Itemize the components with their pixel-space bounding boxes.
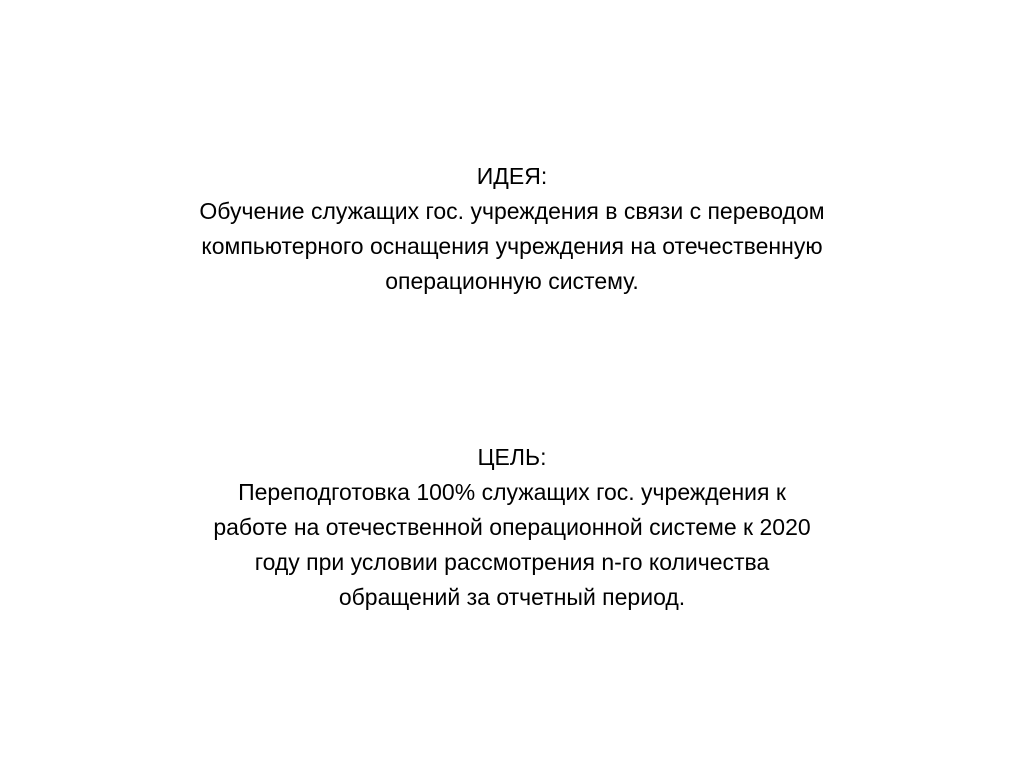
goal-text-line: работе на отечественной операционной системе к 2020 xyxy=(213,514,811,540)
idea-heading: ИДЕЯ: xyxy=(476,163,548,189)
goal-heading: ЦЕЛЬ: xyxy=(477,444,547,470)
idea-text-line: компьютерного оснащения учреждения на отечественную xyxy=(201,233,823,259)
goal-text-line: Переподготовка 100% служащих гос. учреждения к xyxy=(238,479,786,505)
goal-text-line: обращений за отчетный период. xyxy=(338,584,686,610)
goal-text-line: году при условии рассмотрения n-го количества xyxy=(254,549,770,575)
idea-text-line: операционную систему. xyxy=(385,268,639,294)
goal-section xyxy=(112,440,912,615)
idea-section xyxy=(112,159,912,299)
idea-text-line: Обучение служащих гос. учреждения в связи с переводом xyxy=(199,198,825,224)
